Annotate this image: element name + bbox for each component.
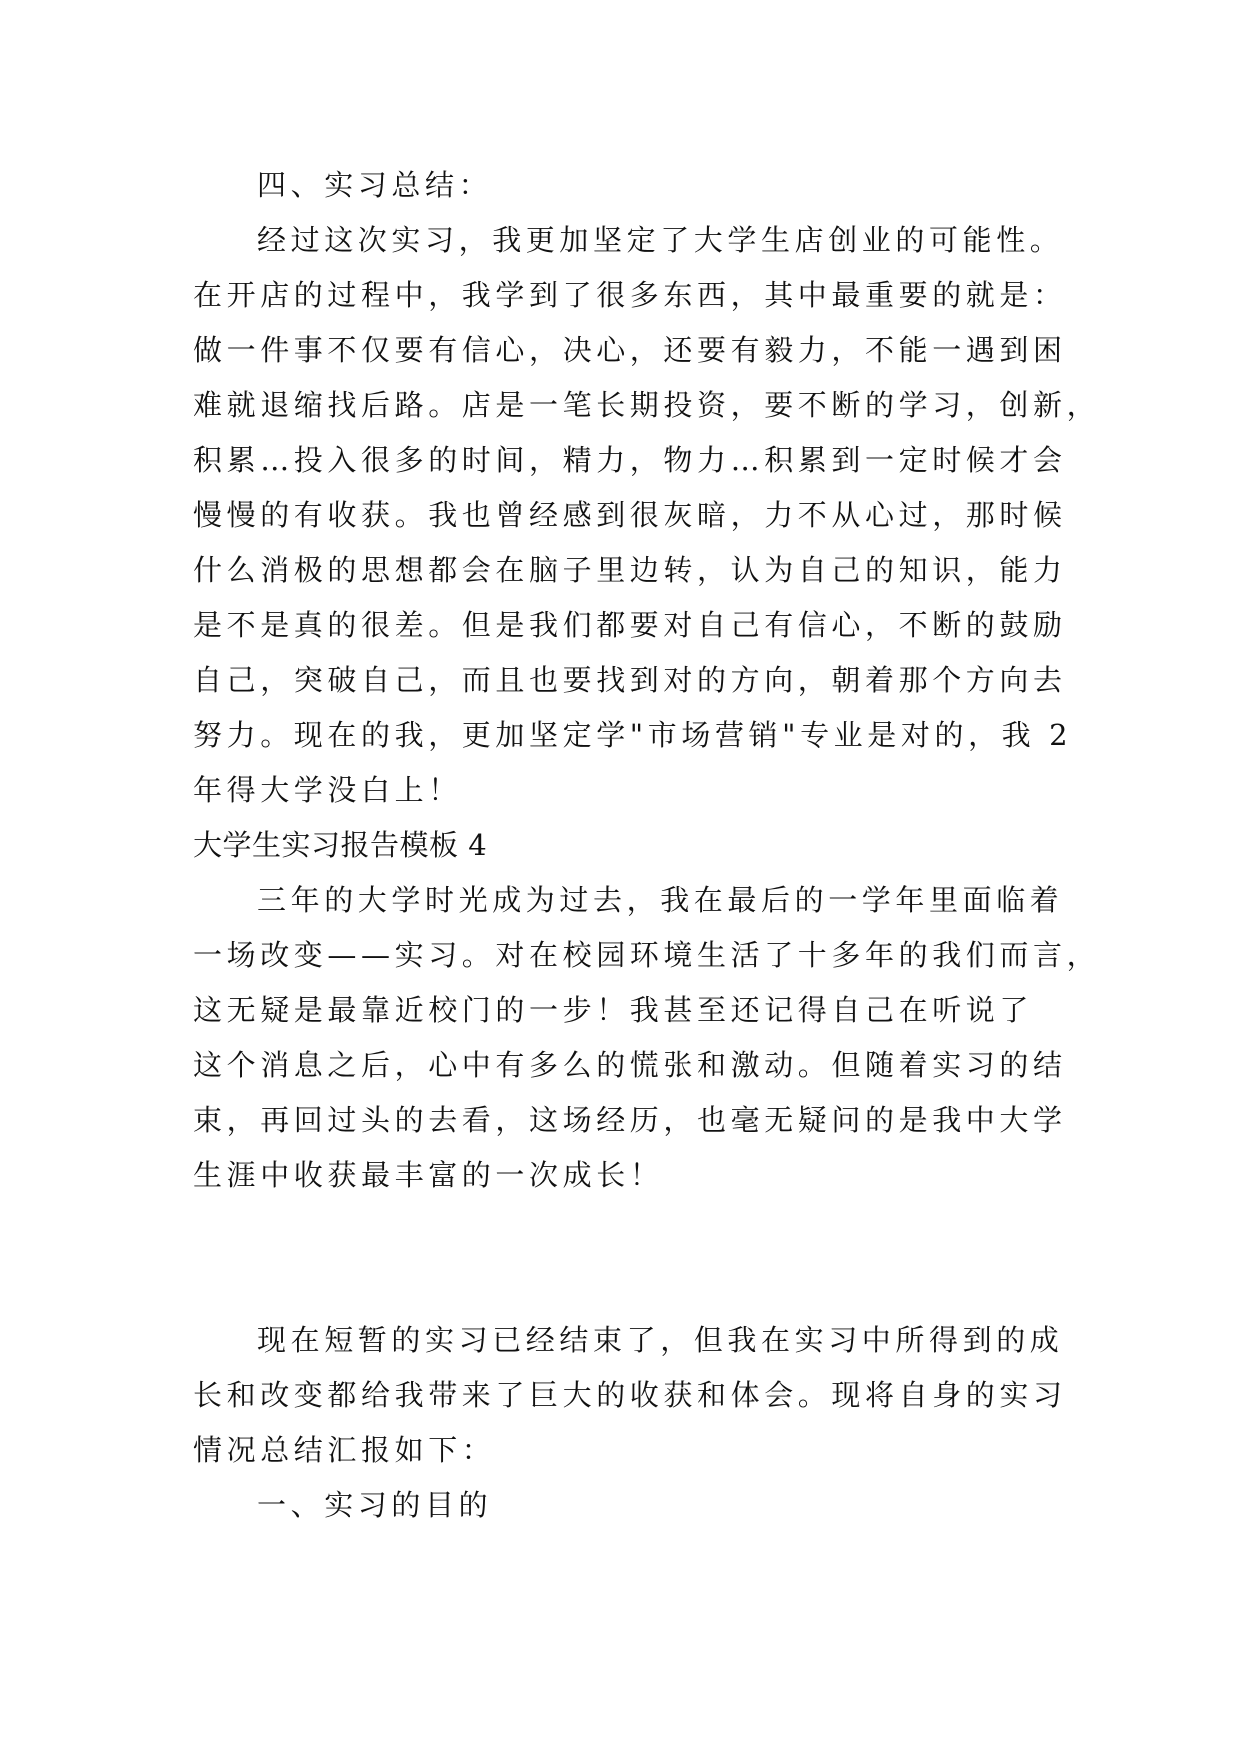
paragraph-line: 是不是真的很差。但是我们都要对自己有信心，不断的鼓励 bbox=[193, 608, 1067, 642]
section-heading-summary: 四、实习总结： bbox=[257, 168, 493, 202]
paragraph-line: 现在短暂的实习已经结束了，但我在实习中所得到的成 bbox=[257, 1323, 1064, 1357]
paragraph-line: 一场改变——实习。对在校园环境生活了十多年的我们而言， bbox=[193, 938, 1101, 972]
paragraph-line: 这个消息之后，心中有多么的慌张和激动。但随着实习的结 bbox=[193, 1048, 1067, 1082]
document-title: 大学生实习报告模板 4 bbox=[193, 828, 488, 862]
paragraph-line: 三年的大学时光成为过去，我在最后的一学年里面临着 bbox=[257, 883, 1064, 917]
paragraph-line: 长和改变都给我带来了巨大的收获和体会。现将自身的实习 bbox=[193, 1378, 1067, 1412]
paragraph-line: 这无疑是最靠近校门的一步！我甚至还记得自己在听说了 bbox=[193, 993, 1034, 1027]
paragraph-line: 年得大学没白上！ bbox=[193, 773, 462, 807]
paragraph-line: 生涯中收获最丰富的一次成长！ bbox=[193, 1158, 664, 1192]
paragraph-line: 在开店的过程中，我学到了很多东西，其中最重要的就是： bbox=[193, 278, 1067, 312]
paragraph-spacer bbox=[193, 1203, 1053, 1313]
paragraph-line: 经过这次实习，我更加坚定了大学生店创业的可能性。 bbox=[257, 223, 1064, 257]
paragraph-line: 情况总结汇报如下： bbox=[193, 1433, 496, 1467]
paragraph-line: 做一件事不仅要有信心，决心，还要有毅力，不能一遇到困 bbox=[193, 333, 1067, 367]
paragraph-line: 慢慢的有收获。我也曾经感到很灰暗，力不从心过，那时候 bbox=[193, 498, 1067, 532]
paragraph-line: 努力。现在的我，更加坚定学"市场营销"专业是对的，我 2 bbox=[193, 718, 1073, 752]
paragraph-line: 自己，突破自己，而且也要找到对的方向，朝着那个方向去 bbox=[193, 663, 1067, 697]
document-body bbox=[193, 158, 1101, 1533]
paragraph-line: 束，再回过头的去看，这场经历，也毫无疑问的是我中大学 bbox=[193, 1103, 1067, 1137]
paragraph-line: 积累…投入很多的时间，精力，物力…积累到一定时候才会 bbox=[193, 443, 1067, 477]
paragraph-line: 难就退缩找后路。店是一笔长期投资，要不断的学习，创新， bbox=[193, 388, 1101, 422]
paragraph-line: 什么消极的思想都会在脑子里边转，认为自己的知识，能力 bbox=[193, 553, 1067, 587]
section-subheading-purpose: 一、实习的目的 bbox=[257, 1488, 493, 1522]
